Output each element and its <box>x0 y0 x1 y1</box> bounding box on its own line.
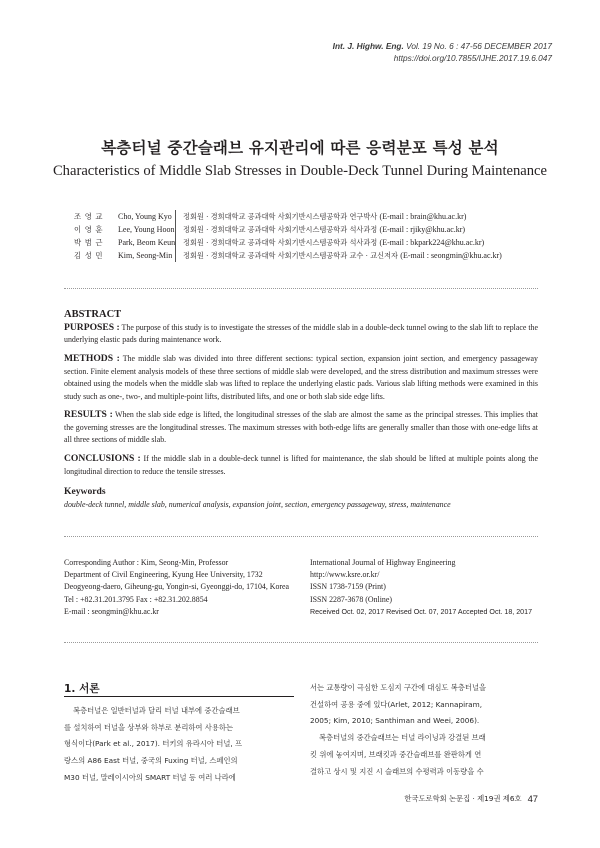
corr-address: Deogyeong-daero, Giheung-gu, Yongin-si, Gyeonggi-do, 17104, Korea <box>64 582 290 592</box>
author-name-korean: 박 범 근 <box>74 238 104 247</box>
purposes-label: PURPOSES : <box>64 322 120 333</box>
affiliation-text: 정회원 · 경희대학교 공과대학 사회기반시스템공학과 석사과정 <box>183 238 378 247</box>
author-row <box>74 210 544 223</box>
abstract-methods <box>64 353 538 403</box>
body-line: 형식이다(Park et al., 2017). 터키의 유라시아 터널, 프 <box>64 739 243 749</box>
author-name-korean: 조 영 교 <box>74 212 104 221</box>
corresponding-author-info <box>64 557 304 618</box>
abstract-results <box>64 409 538 446</box>
author-row <box>74 223 544 236</box>
corr-department: Department of Civil Engineering, Kyung Hee University, 1732 <box>64 570 263 580</box>
abstract-heading: ABSTRACT <box>64 309 122 320</box>
abstract-purposes <box>64 322 538 347</box>
journal-full-name: International Journal of Highway Engineering <box>310 558 456 567</box>
dotted-divider <box>64 642 538 643</box>
author-name-korean: 김 성 민 <box>74 251 104 260</box>
journal-volume: Vol. 19 No. 6 : 47-56 DECEMBER 2017 <box>403 41 552 51</box>
title-english: Characteristics of Middle Slab Stresses in Double-Deck Tunnel During Maintenance <box>52 163 548 179</box>
corr-phone: Tel : +82.31.201.3795 Fax : +82.31.202.8854 <box>64 594 208 604</box>
author-affiliation <box>183 210 466 223</box>
body-line: 킷 위에 놓여지며, 브래킷과 중간슬래브를 완판하게 연 <box>310 749 482 759</box>
issn-online: ISSN 2287-3678 (Online) <box>310 594 392 604</box>
author-email[interactable]: (E-mail : rjiky@khu.ac.kr) <box>379 225 466 234</box>
body-line: 복층터널은 일반터널과 달리 터널 내부에 중간슬래브 <box>73 706 240 715</box>
body-line: 를 설치하여 터널을 상부와 하부로 분리하여 사용하는 <box>64 722 233 732</box>
issn-print: ISSN 1738-7159 (Print) <box>310 582 386 592</box>
body-line: 랑스의 A86 East 터널, 중국의 Fuxing 터널, 스페인의 <box>64 756 238 766</box>
author-email[interactable]: (E-mail : seongmin@khu.ac.kr) <box>400 251 502 260</box>
section-underline <box>64 696 294 697</box>
affiliation-text: 정회원 · 경희대학교 공과대학 사회기반시스템공학과 석사과정 <box>183 225 378 234</box>
purposes-text: The purpose of this study is to investigate the stresses of the middle slab in a double-deck tunnel owing to the slab lift to replace the underlying elastic pads during maintenance work. <box>64 323 539 345</box>
body-line: M30 터널, 말레이시아의 SMART 터널 등 여러 나라에 <box>64 772 236 782</box>
journal-info <box>310 557 550 618</box>
journal-citation-line <box>333 40 552 52</box>
author-affiliation <box>183 249 502 262</box>
affiliation-text: 정회원 · 경희대학교 공과대학 사회기반시스템공학과 연구박사 <box>183 212 378 221</box>
journal-reference <box>333 40 552 64</box>
author-name-english: Kim, Seong-Min <box>118 251 173 260</box>
journal-url[interactable]: http://www.ksre.or.kr/ <box>310 570 380 580</box>
journal-name: Int. J. Highw. Eng. <box>332 41 404 51</box>
author-email[interactable]: (E-mail : bkpark224@khu.ac.kr) <box>379 238 485 247</box>
dotted-divider <box>64 288 538 289</box>
corr-email[interactable]: E-mail : seongmin@khu.ac.kr <box>64 606 159 616</box>
keywords-text: double-deck tunnel, middle slab, numerical analysis, expansion joint, section, emergency passageway, stress, maintenance <box>64 500 451 509</box>
affiliation-text: 정회원 · 경희대학교 공과대학 사회기반시스템공학과 교수 · 교신저자 <box>183 251 398 260</box>
author-name-korean: 이 영 훈 <box>74 225 104 234</box>
body-line: 서는 교통량이 극심한 도심지 구간에 대심도 복층터널을 <box>310 683 487 692</box>
author-name-english: Cho, Young Kyo <box>118 212 172 221</box>
body-column-right <box>310 680 538 780</box>
results-label: RESULTS : <box>64 409 113 421</box>
abstract-conclusions <box>64 453 538 478</box>
conclusions-text: If the middle slab in a double-deck tunnel is lifted for maintenance, the slab should be lifted at multiple points along the longitudinal direction to reduce the tensile stresses. <box>64 454 538 476</box>
results-text: When the slab side edge is lifted, the longitudinal stresses of the slab are almost the same as the principal stresses. This implies that the governing stresses are the longitudinal stresses. The maximum stresses with both-edge lifts are generally smaller than those with one-edge lifts at all three sections of middle slab. <box>64 410 539 445</box>
author-affiliation <box>183 223 465 236</box>
author-list <box>74 210 544 262</box>
author-affiliation <box>183 236 484 249</box>
corr-author: Corresponding Author : Kim, Seong-Min, Professor <box>64 558 229 567</box>
methods-label: METHODS : <box>64 353 120 365</box>
body-line: 건설하여 공용 중에 있다(Arlet, 2012; Kannapiram, <box>310 699 483 709</box>
body-column-left <box>64 703 296 787</box>
body-line: 복층터널의 중간슬래브는 터널 라이닝과 강결된 브래 <box>319 733 486 743</box>
author-divider <box>175 210 176 262</box>
author-email[interactable]: (E-mail : brain@khu.ac.kr) <box>379 212 467 221</box>
journal-doi[interactable]: https://doi.org/10.7855/IJHE.2017.19.6.047 <box>393 53 552 63</box>
author-name-english: Lee, Young Hoon <box>118 225 175 234</box>
footer-journal: 한국도로학회 논문집 · 제19권 제6호 <box>404 794 522 803</box>
title-korean: 복층터널 중간슬래브 유지관리에 따른 응력분포 특성 분석 <box>101 138 499 157</box>
abstract-body <box>64 322 538 484</box>
body-line: 2005; Kim, 2010; Santhiman and Weei, 2006). <box>310 716 480 726</box>
submission-dates: Received Oct. 02, 2017 Revised Oct. 07, 2017 Accepted Oct. 18, 2017 <box>310 607 533 616</box>
dotted-divider <box>64 536 538 537</box>
author-row <box>74 249 544 262</box>
page-footer <box>404 793 538 804</box>
section-title: 1. 서론 <box>64 683 100 695</box>
body-line: 결하고 상시 및 지진 시 슬래브의 수평력과 이동량을 수 <box>310 766 484 776</box>
author-row <box>74 236 544 249</box>
keywords-heading: Keywords <box>64 486 106 497</box>
page-number: 47 <box>527 793 538 804</box>
methods-text: The middle slab was divided into three different sections: typical section, expansion joint section, and emergency passageway section. Finite element analysis models of these three sections of middle slab were developed, and the stress distribution and maximum stresses were obtained using the models when the middle slab was lifted to replace the underlying elastic pads. Various slab lifting methods were examined in this study such as one-, two-, and multiple-point lifts, distributed lifts, and one or both slab side edge lifts. <box>64 354 538 401</box>
author-name-english: Park, Beom Keun <box>118 238 176 247</box>
conclusions-label: CONCLUSIONS : <box>64 453 141 465</box>
